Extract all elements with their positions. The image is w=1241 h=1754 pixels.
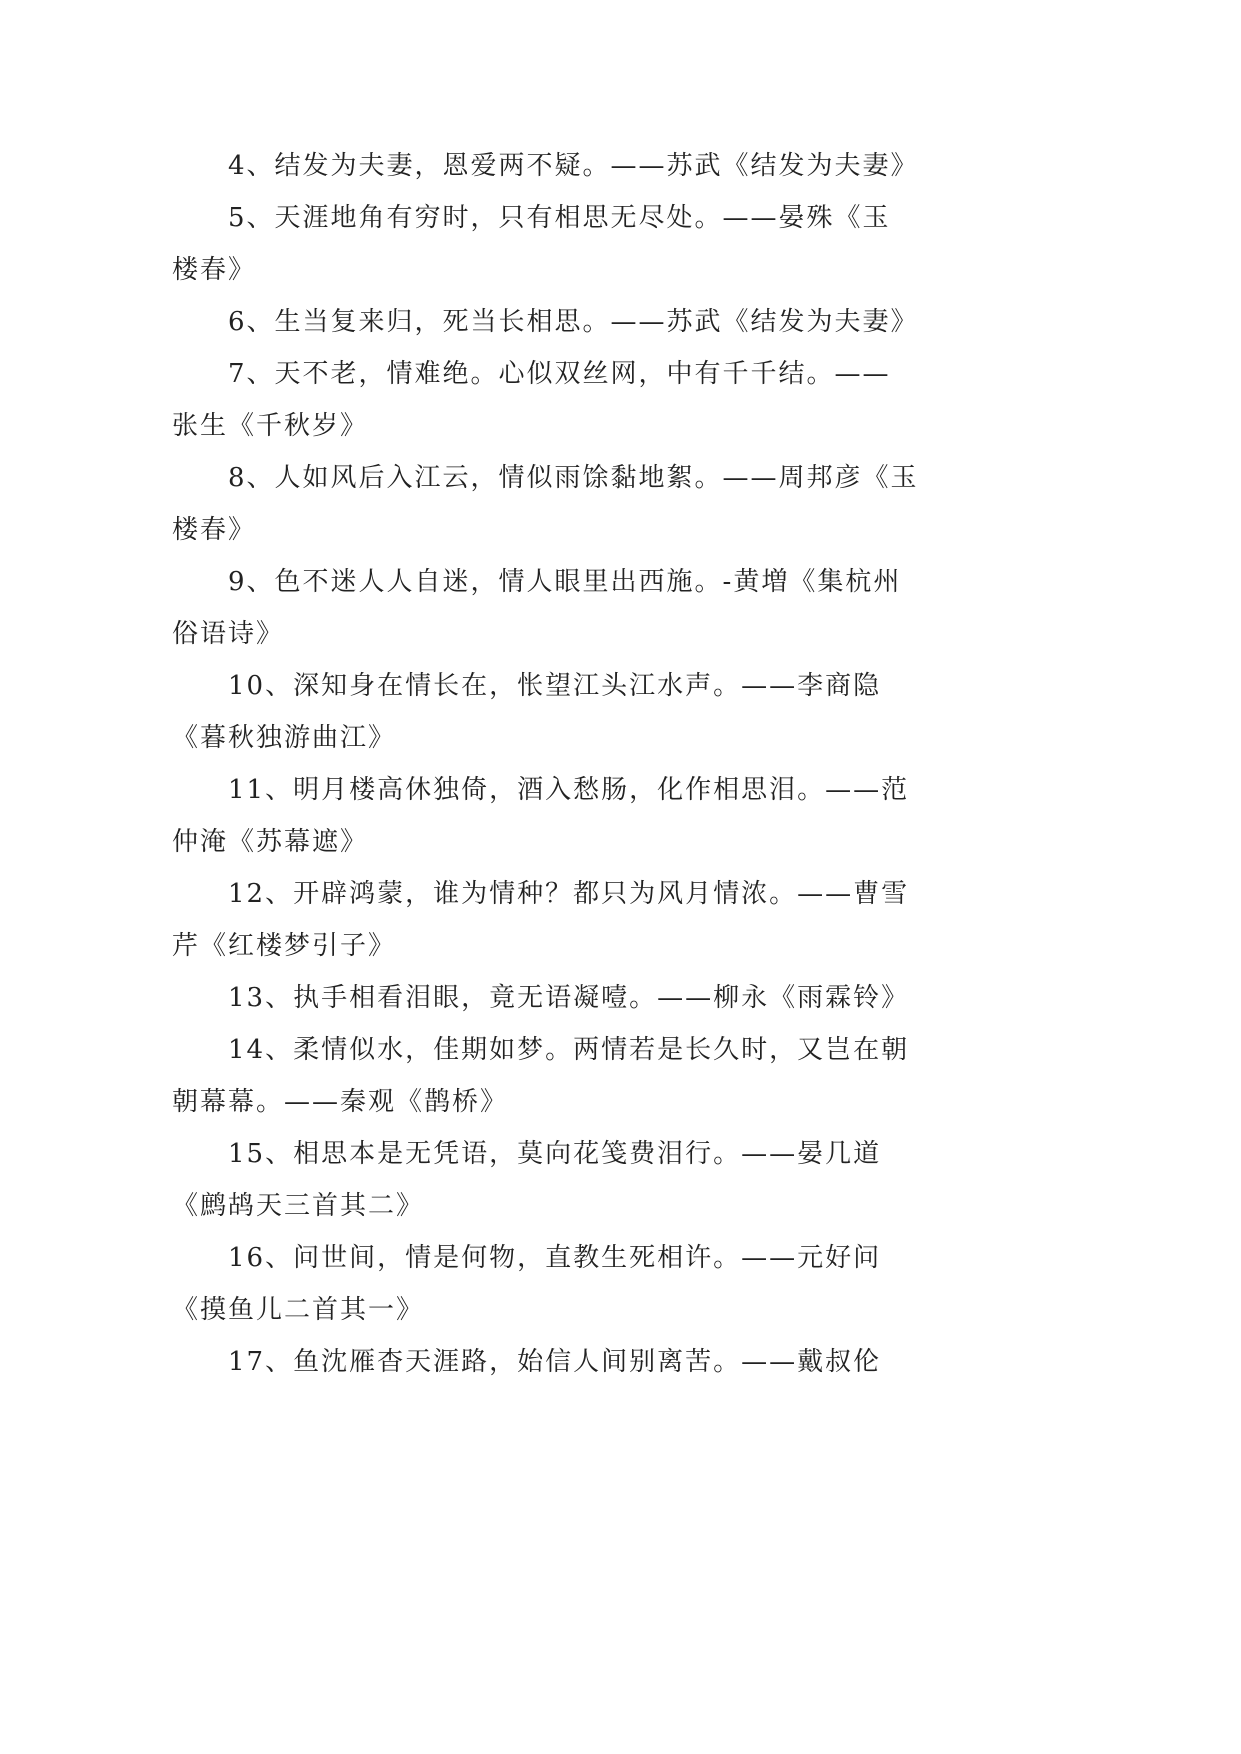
quote-line-continuation: 仲淹《苏幕遮》 <box>172 827 369 857</box>
quote-paragraph <box>172 972 942 1024</box>
quote-line-continuation: 《暮秋独游曲江》 <box>172 723 397 753</box>
quote-paragraph <box>172 868 942 972</box>
quote-paragraph <box>172 660 942 764</box>
quote-line: 8、人如风后入江云，情似雨馀黏地絮。——周邦彦《玉 <box>228 463 919 493</box>
quote-line: 17、鱼沈雁杳天涯路，始信人间别离苦。——戴叔伦 <box>228 1347 882 1377</box>
quote-paragraph <box>172 1232 942 1336</box>
quote-paragraph <box>172 140 942 192</box>
quote-line: 15、相思本是无凭语，莫向花笺费泪行。——晏几道 <box>228 1139 882 1169</box>
quote-line-continuation: 芹《红楼梦引子》 <box>172 931 397 961</box>
quote-paragraph <box>172 1024 942 1128</box>
quote-line: 10、深知身在情长在，怅望江头江水声。——李商隐 <box>228 671 882 701</box>
quote-paragraph <box>172 1128 942 1232</box>
quote-paragraph <box>172 296 942 348</box>
quote-paragraph <box>172 348 942 452</box>
quote-line-continuation: 张生《千秋岁》 <box>172 411 369 441</box>
quote-line: 13、执手相看泪眼，竟无语凝噎。——柳永《雨霖铃》 <box>228 983 910 1013</box>
quote-line: 9、色不迷人人自迷，情人眼里出西施。-黄増《集杭州 <box>228 567 902 597</box>
quote-paragraph <box>172 764 942 868</box>
quote-paragraph <box>172 1336 942 1388</box>
quote-paragraph <box>172 192 942 296</box>
quote-line-continuation: 朝幕幕。——秦观《鹊桥》 <box>172 1087 509 1117</box>
quote-line-continuation: 俗语诗》 <box>172 619 285 649</box>
quote-line: 5、天涯地角有穷时，只有相思无尽处。——晏殊《玉 <box>228 203 891 233</box>
quote-line: 4、结发为夫妻，恩爱两不疑。——苏武《结发为夫妻》 <box>228 151 919 181</box>
quote-line-continuation: 楼春》 <box>172 255 257 285</box>
quote-line: 11、明月楼高休独倚，酒入愁肠，化作相思泪。——范 <box>228 775 910 805</box>
quote-line: 7、天不老，情难绝。心似双丝网，中有千千结。—— <box>228 359 891 389</box>
quote-paragraph <box>172 452 942 556</box>
quote-line: 6、生当复来归，死当长相思。——苏武《结发为夫妻》 <box>228 307 919 337</box>
poem-quote-list <box>172 140 942 1388</box>
quote-line: 16、问世间，情是何物，直教生死相许。——元好问 <box>228 1243 882 1273</box>
quote-paragraph <box>172 556 942 660</box>
quote-line: 14、柔情似水，佳期如梦。两情若是长久时，又岂在朝 <box>228 1035 910 1065</box>
quote-line: 12、开辟鸿蒙，谁为情种？都只为风月情浓。——曹雪 <box>228 879 910 909</box>
quote-line-continuation: 《摸鱼儿二首其一》 <box>172 1295 425 1325</box>
quote-line-continuation: 《鹧鸪天三首其二》 <box>172 1191 425 1221</box>
quote-line-continuation: 楼春》 <box>172 515 257 545</box>
